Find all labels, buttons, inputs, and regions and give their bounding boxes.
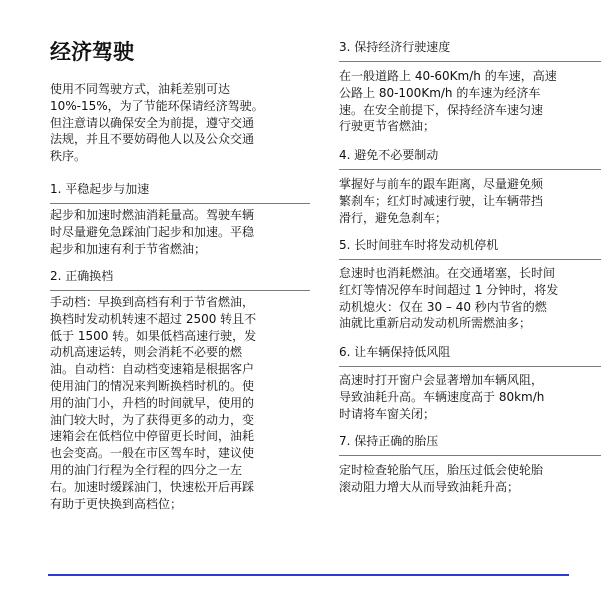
section-body-6 (339, 372, 544, 422)
body-line: 也会变高。一般在市区驾车时，建议使 (50, 446, 255, 461)
intro-line: 法规，并且不要妨碍他人以及公众交通 (50, 132, 255, 147)
body-line: 动机熄火：仅在 30 – 40 秒内节省的燃 (339, 299, 547, 314)
body-line: 繁刹车；红灯时减速行驶，让车辆带挡 (339, 193, 544, 208)
section-body-4 (339, 176, 543, 226)
intro-paragraph (50, 81, 264, 165)
section-body-5 (339, 265, 558, 332)
body-line: 高速时打开窗户会显著增加车辆风阻， (339, 373, 544, 387)
section-heading-6: 6. 让车辆保持低风阻 (339, 344, 601, 367)
body-line: 速箱会在低档位中停留更长时间，油耗 (50, 429, 255, 444)
body-line: 油就比重新启动发动机所需燃油多； (339, 316, 532, 331)
section-body-3 (339, 68, 557, 135)
body-line: 导致油耗升高。车辆速度高于 80km/h (339, 389, 545, 404)
section-body-1 (50, 207, 254, 257)
footer-rule (48, 574, 569, 576)
body-line: 手动档：早换到高档有利于节省燃油， (50, 295, 255, 309)
body-line: 右。加速时缓踩油门，快速松开后再踩 (50, 479, 255, 494)
body-line: 红灯等情况停车时间超过 1 分钟时，将发 (339, 282, 559, 297)
body-line: 动机高速运转，则会消耗不必要的燃 (50, 345, 243, 360)
section-heading-5: 5. 长时间驻车时将发动机停机 (339, 237, 601, 260)
body-line: 用的油门行程为全行程的四分之一左 (50, 462, 243, 477)
body-line: 换档时发动机转速不超过 2500 转且不 (50, 311, 257, 326)
body-line: 滑行，避免急刹车； (339, 210, 448, 225)
body-line: 起步和加速有利于节省燃油； (50, 241, 207, 256)
section-body-2 (50, 294, 256, 512)
body-line: 低于 1500 转。如果低档高速行驶，发 (50, 328, 257, 343)
body-line: 速。在安全前提下，保持经济车速匀速 (339, 102, 544, 117)
body-line: 公路上 80-100Km/h 的车速为经济车 (339, 85, 541, 100)
intro-line: 但注意请以确保安全为前提，遵守交通 (50, 115, 255, 130)
page-title: 经济驾驶 (50, 40, 134, 64)
section-heading-2: 2. 正确换档 (50, 268, 310, 291)
body-line: 用的油门小，升档的时间就早，使用的 (50, 395, 255, 410)
intro-line: 使用不同驾驶方式，油耗差别可达 (50, 82, 231, 96)
body-line: 在一般道路上 40-60Km/h 的车速，高速 (339, 69, 557, 83)
body-line: 怠速时也消耗燃油。在交通堵塞，长时间 (339, 266, 556, 280)
body-line: 时请将车窗关闭； (339, 406, 436, 421)
section-heading-4: 4. 避免不必要制动 (339, 147, 601, 170)
body-line: 有助于更快换到高档位； (50, 496, 183, 511)
intro-line: 10%-15%，为了节能环保请经济驾驶。 (50, 98, 264, 113)
body-line: 行驶更节省燃油； (339, 119, 436, 134)
section-heading-7: 7. 保持正确的胎压 (339, 433, 601, 456)
body-line: 时尽量避免急踩油门起步和加速。平稳 (50, 224, 255, 239)
body-line: 掌握好与前车的跟车距离，尽量避免频 (339, 177, 544, 191)
section-heading-1: 1. 平稳起步与加速 (50, 181, 310, 204)
section-body-7 (339, 462, 543, 496)
body-line: 油。自动档：自动档变速箱是根据客户 (50, 362, 255, 377)
body-line: 使用油门的情况来判断换档时机的。使 (50, 378, 255, 393)
body-line: 滚动阻力增大从而导致油耗升高； (339, 479, 520, 494)
intro-line: 秩序。 (50, 149, 87, 164)
body-line: 油门较大时，为了获得更多的动力，变 (50, 412, 255, 427)
body-line: 定时检查轮胎气压，胎压过低会使轮胎 (339, 463, 544, 477)
section-heading-3: 3. 保持经济行驶速度 (339, 39, 601, 62)
body-line: 起步和加速时燃油消耗量高。驾驶车辆 (50, 208, 255, 222)
